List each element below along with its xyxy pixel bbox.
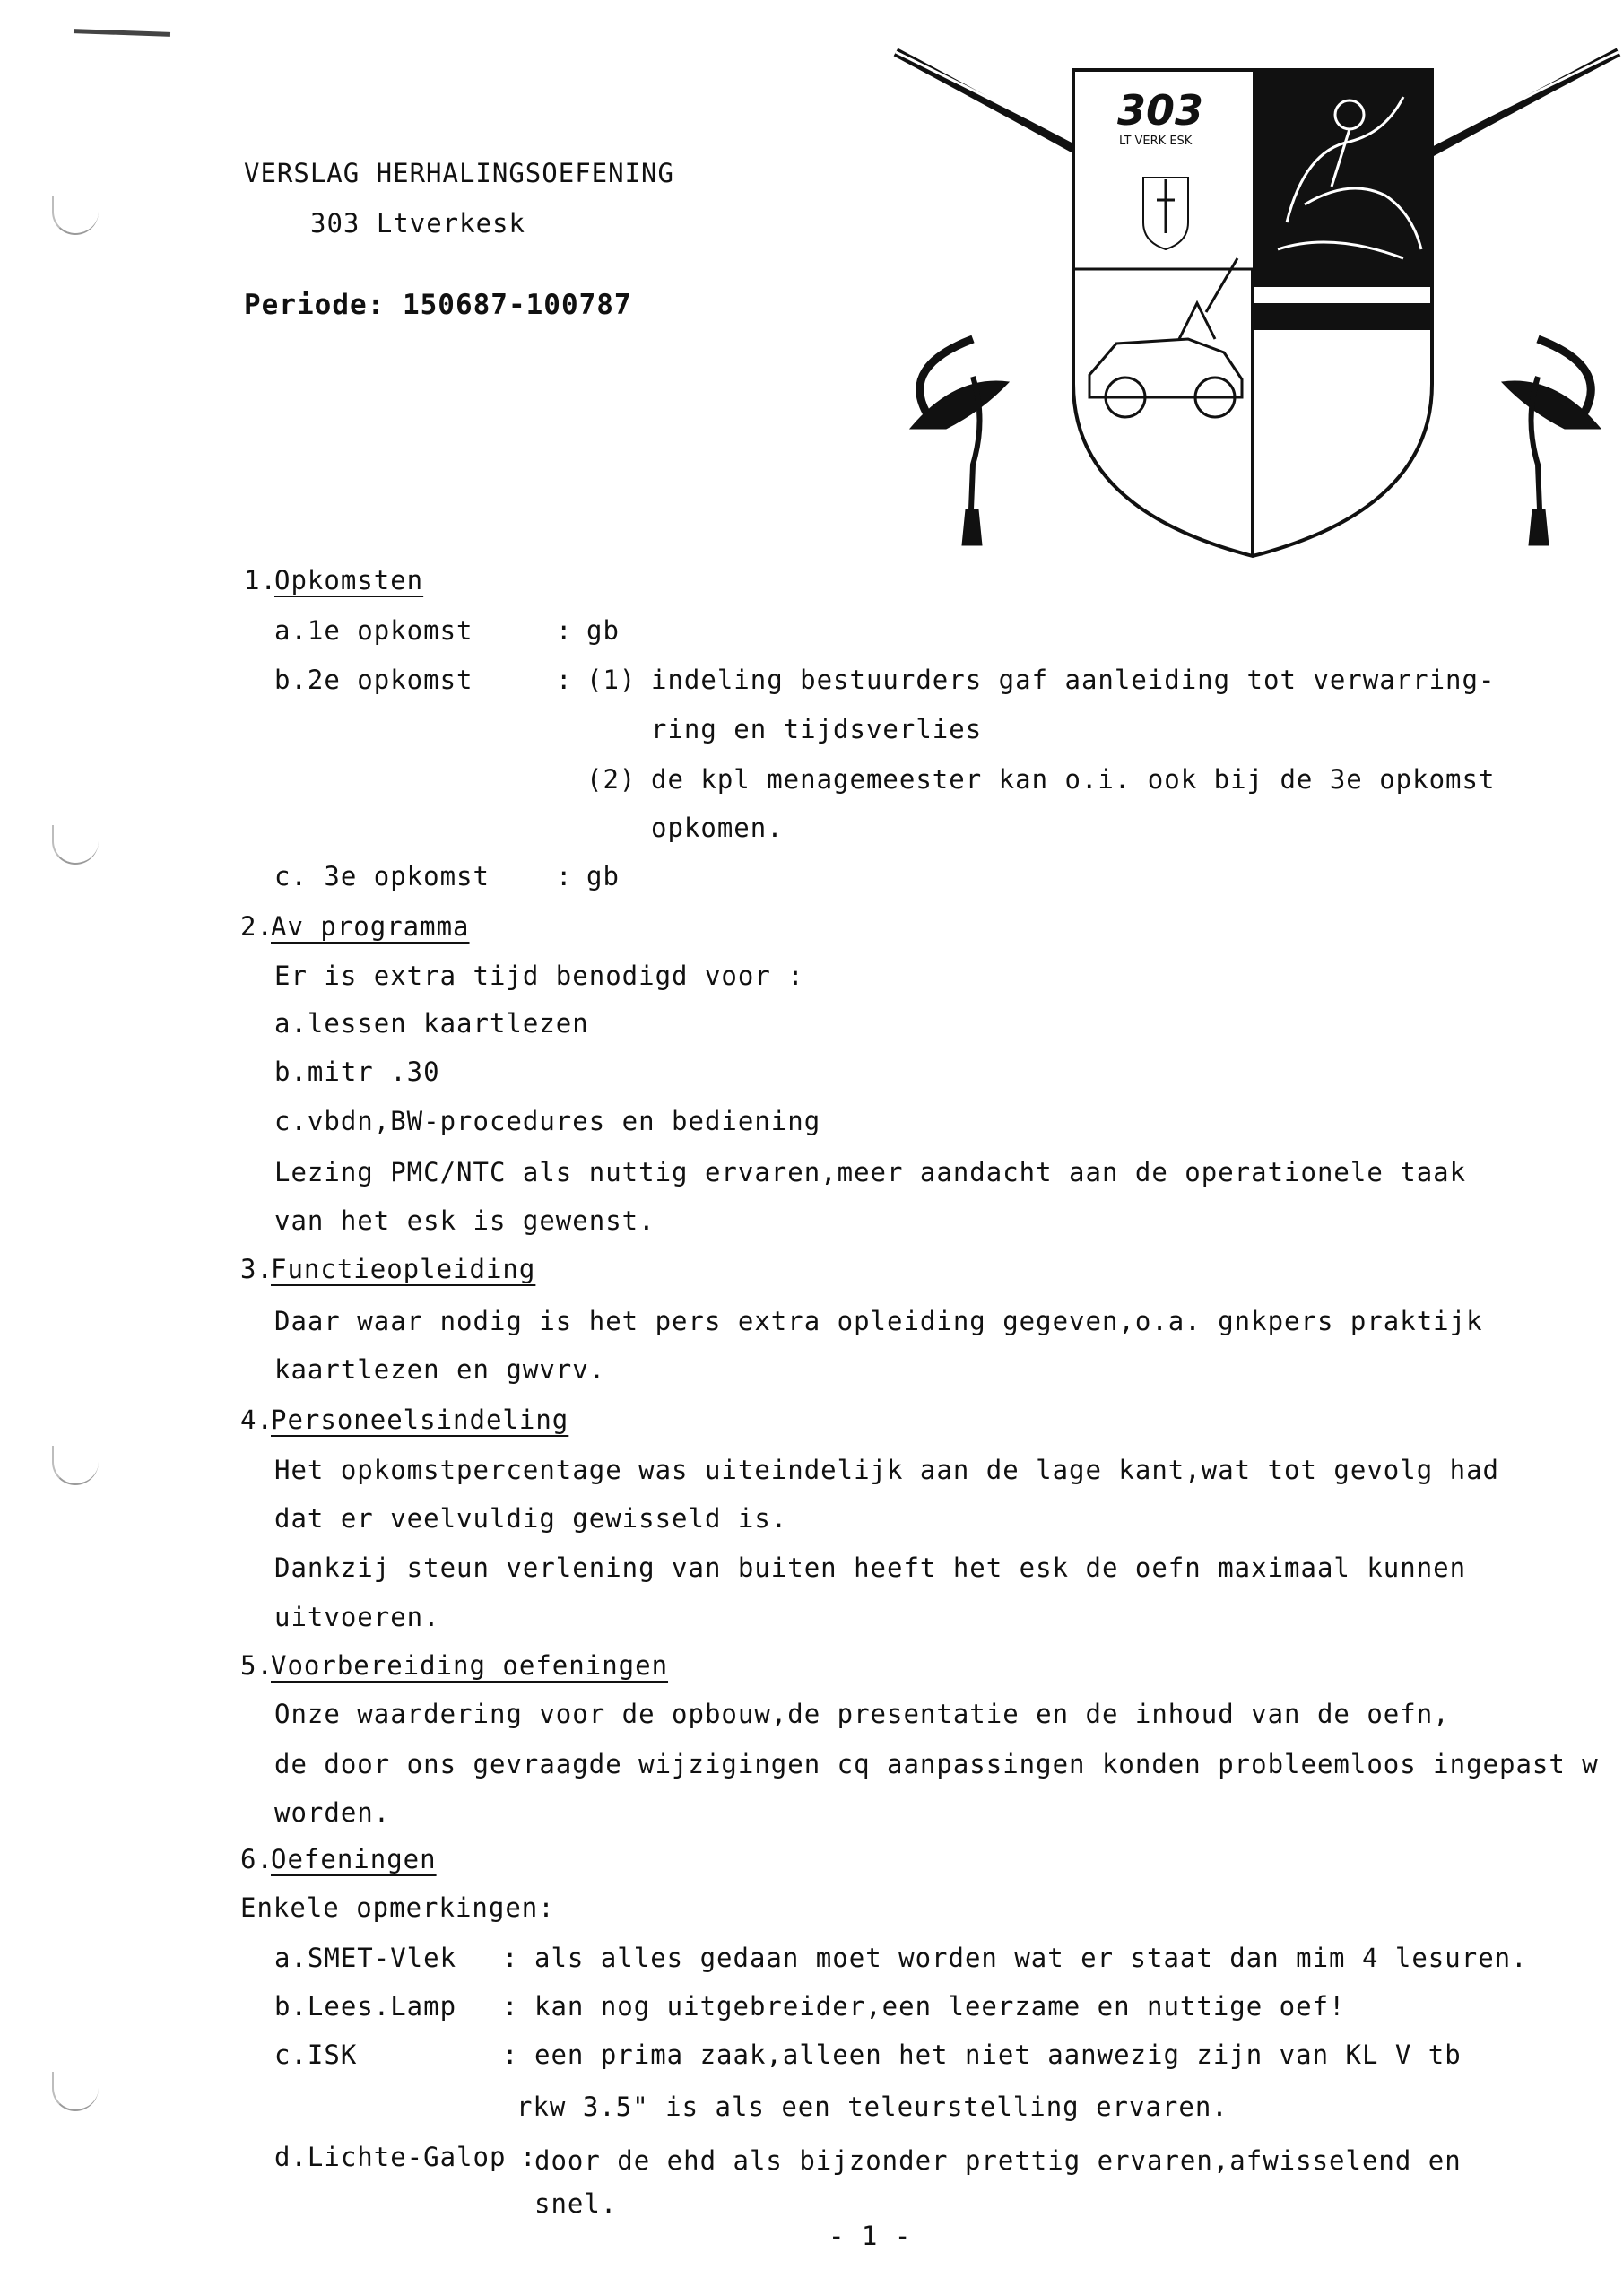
s5-line: de door ons gevraagde wijzigingen cq aanpassingen konden probleemloos ingepast w — [274, 1749, 1599, 1779]
s1-b-colon: : — [556, 665, 573, 695]
s3-line: Daar waar nodig is het pers extra opleiding gegeven,o.a. gnkpers praktijk — [274, 1306, 1483, 1336]
s1-b-label: b.2e opkomst — [274, 665, 473, 695]
s1-b-2-line1: de kpl menagemeester kan o.i. ook bij de 3e opkomst — [651, 764, 1496, 795]
s6-item-d-continuation: snel. — [534, 2188, 618, 2219]
s1-b-1-num: (1) — [586, 665, 637, 695]
section-1-number: 1. — [244, 565, 277, 596]
section-3-number: 3. — [240, 1254, 273, 1284]
s6-item-text: kan nog uitgebreider,een leerzame en nuttige oef! — [534, 1991, 1346, 2022]
punch-hole — [52, 196, 99, 235]
punch-hole — [52, 2072, 99, 2111]
s2-line: b.mitr .30 — [274, 1057, 440, 1087]
section-3-heading: Functieopleiding — [271, 1254, 536, 1284]
s1-b-1-line1: indeling bestuurders gaf aanleiding tot verwarring- — [651, 665, 1496, 695]
s6-item-text: een prima zaak,alleen het niet aanwezig zijn van KL V tb — [534, 2039, 1462, 2070]
report-title: VERSLAG HERHALINGSOEFENING — [244, 158, 674, 188]
s6-item-text: door de ehd als bijzonder prettig ervaren,afwisselend en — [534, 2145, 1462, 2176]
report-period: Periode: 150687-100787 — [244, 289, 632, 321]
s4-line: Het opkomstpercentage was uiteindelijk aan de lage kant,wat tot gevolg had — [274, 1455, 1500, 1485]
s6-item-colon: : — [502, 2039, 519, 2070]
section-6-number: 6. — [240, 1844, 273, 1874]
unit-crest-logo — [883, 43, 1623, 572]
s4-line: Dankzij steun verlening van buiten heeft het esk de oefn maximaal kunnen — [274, 1552, 1467, 1583]
s5-line: Onze waardering voor de opbouw,de presentatie en de inhoud van de oefn, — [274, 1699, 1450, 1729]
s2-line: a.lessen kaartlezen — [274, 1008, 589, 1039]
crest-number: 303 — [1117, 86, 1204, 135]
s1-c-label: c. 3e opkomst — [274, 861, 490, 891]
s6-item-colon: : — [502, 1943, 519, 1973]
s2-line: Er is extra tijd benodigd voor : — [274, 961, 804, 991]
s6-item-label: a.SMET-Vlek — [274, 1943, 457, 1973]
s1-a-colon: : — [556, 615, 573, 646]
page-number: - 1 - — [829, 2221, 912, 2251]
s6-item-label: d.Lichte-Galop — [274, 2142, 507, 2172]
section-4-heading: Personeelsindeling — [271, 1405, 569, 1435]
s2-line: Lezing PMC/NTC als nuttig ervaren,meer aandacht aan de operationele taak — [274, 1157, 1467, 1187]
s2-line: van het esk is gewenst. — [274, 1205, 655, 1236]
section-6-heading: Oefeningen — [271, 1844, 437, 1874]
s6-item-colon: : — [520, 2142, 537, 2172]
s6-item-label: c.ISK — [274, 2039, 358, 2070]
s1-b-1-line2: ring en tijdsverlies — [651, 714, 983, 744]
s6-item-c-continuation: rkw 3.5" is als een teleurstelling ervaren. — [516, 2092, 1228, 2122]
section-2-heading: Av programma — [271, 911, 470, 942]
punch-hole — [52, 825, 99, 865]
s1-b-2-line2: opkomen. — [651, 813, 784, 843]
section-5-number: 5. — [240, 1650, 273, 1681]
s5-line: worden. — [274, 1797, 391, 1828]
s6-item-text: als alles gedaan moet worden wat er staat dan mim 4 lesuren. — [534, 1943, 1528, 1973]
s4-line: dat er veelvuldig gewisseld is. — [274, 1503, 788, 1534]
s1-c-value: gb — [586, 861, 620, 891]
crest-subtitle: LT VERK ESK — [1119, 135, 1193, 148]
s1-a-label: a.1e opkomst — [274, 615, 473, 646]
s1-a-value: gb — [586, 615, 620, 646]
s4-line: uitvoeren. — [274, 1602, 440, 1632]
s6-item-colon: : — [502, 1991, 519, 2022]
punch-hole — [52, 1446, 99, 1485]
unit-name: 303 Ltverkesk — [310, 208, 525, 239]
s2-line: c.vbdn,BW-procedures en bediening — [274, 1106, 821, 1136]
s1-b-2-num: (2) — [586, 764, 637, 795]
section-1-heading: Opkomsten — [274, 565, 424, 596]
section-4-number: 4. — [240, 1405, 273, 1435]
s1-c-colon: : — [556, 861, 573, 891]
s3-line: kaartlezen en gwvrv. — [274, 1354, 606, 1385]
section-2-number: 2. — [240, 911, 273, 942]
s6-intro: Enkele opmerkingen: — [240, 1892, 555, 1923]
s6-item-label: b.Lees.Lamp — [274, 1991, 457, 2022]
scan-mark — [74, 29, 170, 37]
section-5-heading: Voorbereiding oefeningen — [271, 1650, 669, 1681]
